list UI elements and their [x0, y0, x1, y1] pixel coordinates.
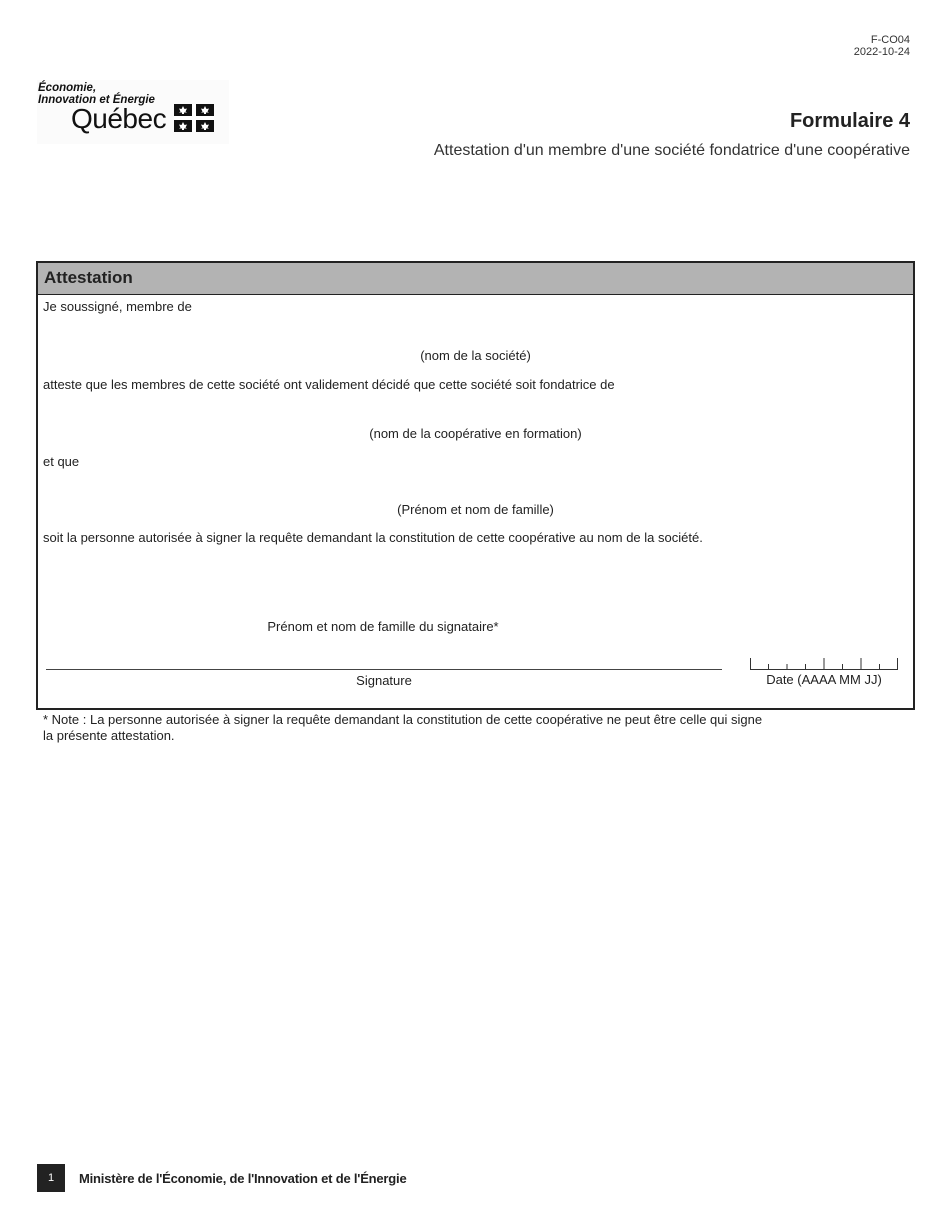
attests-text: atteste que les membres de cette société ont validement décidé que cette société soit fondatrice de — [43, 377, 615, 392]
company-name-label: (nom de la société) — [420, 348, 531, 363]
footnote — [43, 712, 843, 744]
intro-text: Je soussigné, membre de — [43, 299, 192, 314]
authorized-text: soit la personne autorisée à signer la requête demandant la constitution de cette coopérative au nom de la société. — [43, 530, 703, 545]
ministry-name: Ministère de l'Économie, de l'Innovation et de l'Énergie — [79, 1171, 407, 1186]
form-version-date: 2022-10-24 — [853, 46, 910, 58]
date-input-boxes[interactable] — [750, 658, 898, 670]
coop-name-label: (nom de la coopérative en formation) — [369, 426, 582, 441]
form-title: Formulaire 4 — [789, 110, 910, 132]
attestation-heading: Attestation — [44, 268, 133, 287]
person-name-label: (Prénom et nom de famille) — [397, 502, 554, 517]
signature-line[interactable] — [46, 669, 722, 670]
attestation-section — [36, 261, 915, 710]
attestation-header — [38, 263, 913, 295]
and-that-text: et que — [43, 454, 80, 469]
page-number: 1 — [37, 1164, 65, 1192]
form-subtitle: Attestation d'un membre d'une société fondatrice d'une coopérative — [433, 142, 910, 159]
footnote-line-2: la présente attestation. — [43, 728, 175, 743]
signature-label: Signature — [356, 673, 412, 688]
footnote-line-1: * Note : La personne autorisée à signer la requête demandant la constitution de cette coopérative ne peut être celle qui signe — [43, 712, 763, 727]
logo-line-1: Économie, — [38, 82, 97, 94]
quebec-logo — [37, 80, 229, 144]
logo-wordmark: Québec — [71, 103, 167, 134]
quebec-flag-icon — [174, 104, 214, 132]
form-code: F-CO04 — [870, 34, 910, 46]
date-label: Date (AAAA MM JJ) — [766, 672, 882, 687]
document-code — [854, 34, 910, 58]
signatory-name-label: Prénom et nom de famille du signataire* — [267, 619, 499, 634]
logo-line-2: Innovation et Énergie — [38, 94, 155, 106]
